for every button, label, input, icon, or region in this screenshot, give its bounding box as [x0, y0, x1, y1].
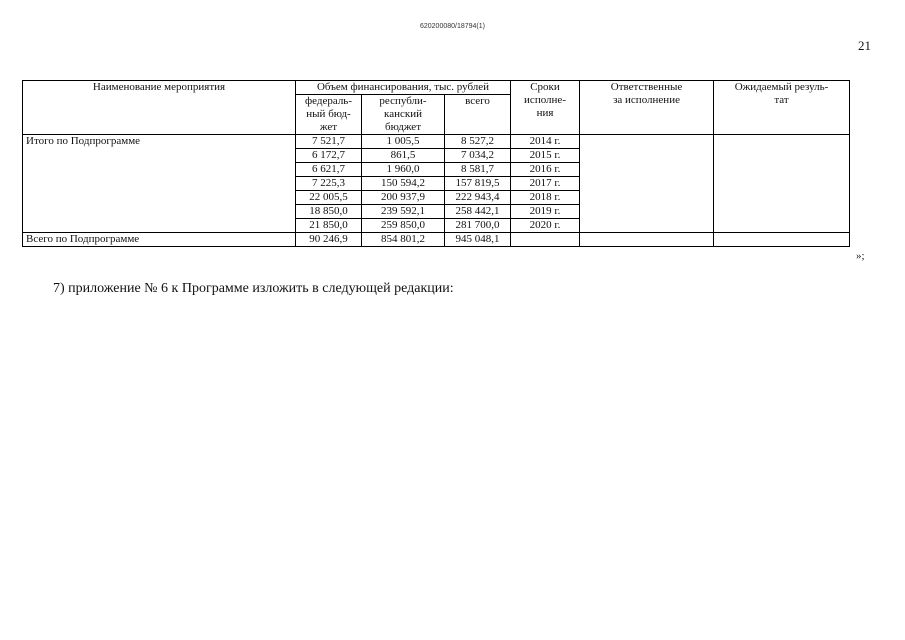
header-terms: Сроки исполне- ния: [511, 81, 580, 135]
cell-total: 7 034,2: [445, 149, 511, 163]
header-funding: Объем финансирования, тыс. рублей: [296, 81, 511, 95]
cell-republic-total: 854 801,2: [362, 233, 445, 247]
cell-year: 2014 г.: [511, 135, 580, 149]
cell-republic: 861,5: [362, 149, 445, 163]
header-republic: республи- канский бюджет: [362, 95, 445, 135]
cell-total: 222 943,4: [445, 191, 511, 205]
header-federal: федераль- ный бюд- жет: [296, 95, 362, 135]
table-row: [23, 135, 850, 149]
cell-result-empty: [714, 233, 850, 247]
cell-republic: 1 005,5: [362, 135, 445, 149]
header-total: всего: [445, 95, 511, 135]
header-responsible: Ответственные за исполнение: [580, 81, 714, 135]
body-paragraph: 7) приложение № 6 к Программе изложить в следующей редакции:: [53, 281, 454, 296]
cell-total: 258 442,1: [445, 205, 511, 219]
cell-responsible: [580, 135, 714, 233]
vsego-label: Всего по Подпрограмме: [23, 233, 296, 247]
cell-total: 281 700,0: [445, 219, 511, 233]
cell-year: 2020 г.: [511, 219, 580, 233]
cell-republic: 200 937,9: [362, 191, 445, 205]
cell-year: 2016 г.: [511, 163, 580, 177]
cell-republic: 259 850,0: [362, 219, 445, 233]
cell-federal: 21 850,0: [296, 219, 362, 233]
cell-federal: 7 521,7: [296, 135, 362, 149]
cell-total: 8 581,7: [445, 163, 511, 177]
cell-result: [714, 135, 850, 233]
funding-table: [22, 80, 850, 247]
cell-grand-total: 945 048,1: [445, 233, 511, 247]
cell-federal: 6 172,7: [296, 149, 362, 163]
itogo-label: Итого по Подпрограмме: [23, 135, 296, 233]
page-number: 21: [858, 38, 871, 53]
cell-responsible-empty: [580, 233, 714, 247]
cell-year: 2017 г.: [511, 177, 580, 191]
cell-total: 157 819,5: [445, 177, 511, 191]
cell-federal: 7 225,3: [296, 177, 362, 191]
cell-federal: 22 005,5: [296, 191, 362, 205]
cell-republic: 239 592,1: [362, 205, 445, 219]
cell-year: 2018 г.: [511, 191, 580, 205]
header-measure-name: Наименование мероприятия: [23, 81, 296, 135]
cell-republic: 1 960,0: [362, 163, 445, 177]
table-header-row: [23, 81, 850, 95]
cell-year-empty: [511, 233, 580, 247]
cell-total: 8 527,2: [445, 135, 511, 149]
cell-year: 2015 г.: [511, 149, 580, 163]
cell-federal-total: 90 246,9: [296, 233, 362, 247]
cell-federal: 18 850,0: [296, 205, 362, 219]
cell-federal: 6 621,7: [296, 163, 362, 177]
cell-year: 2019 г.: [511, 205, 580, 219]
cell-republic: 150 594,2: [362, 177, 445, 191]
table-total-row: [23, 233, 850, 247]
document-id: 620200080/18794(1): [419, 23, 485, 30]
header-result: Ожидаемый резуль- тат: [714, 81, 850, 135]
closing-quote: »;: [856, 250, 865, 262]
